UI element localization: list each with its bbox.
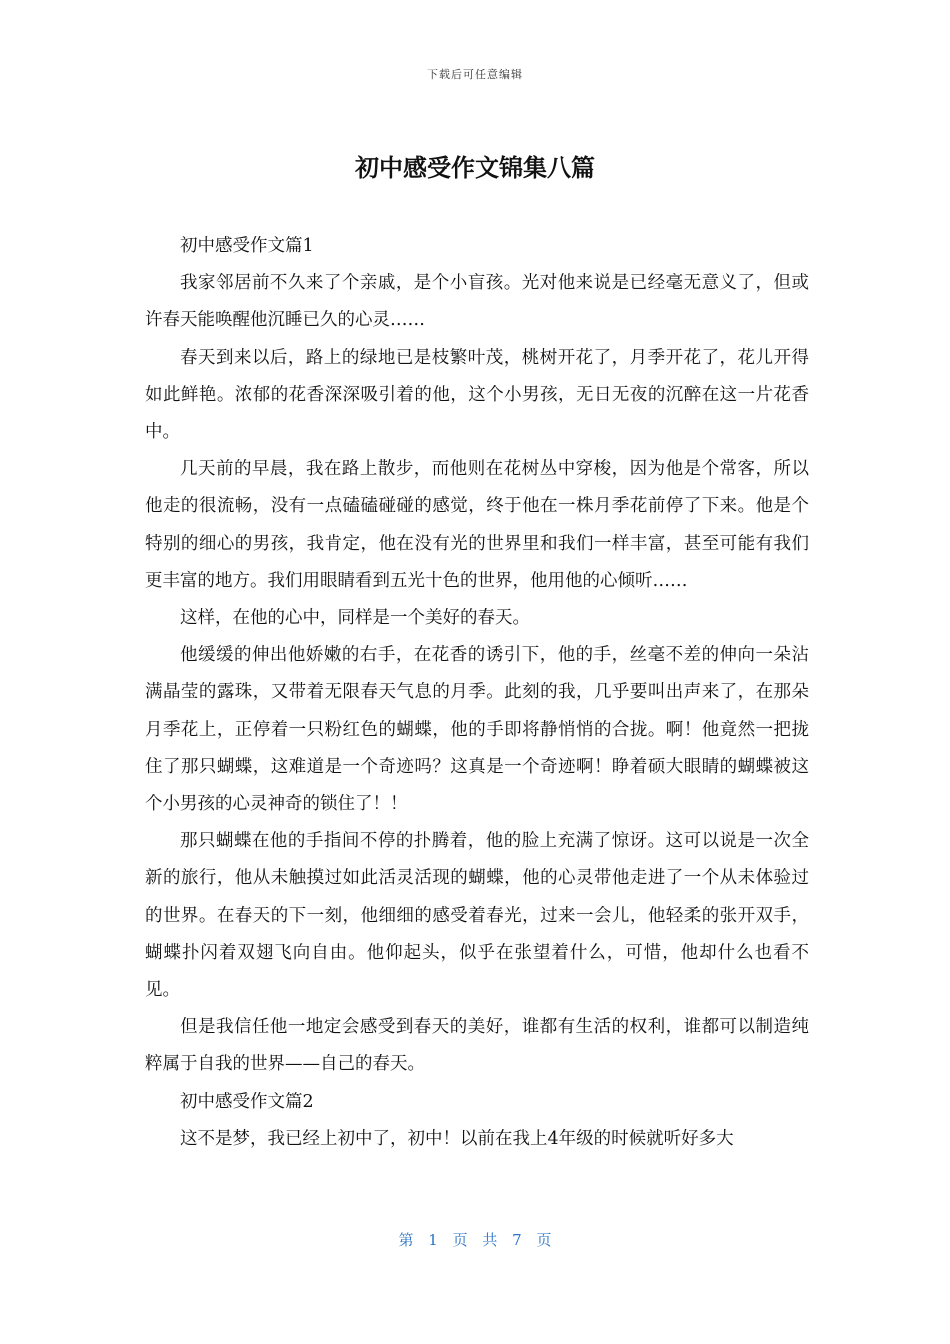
header-note: 下载后可任意编辑	[427, 68, 523, 81]
paragraph: 这样，在他的心中，同样是一个美好的春天。	[180, 608, 530, 629]
paragraph: 他缓缓的伸出他娇嫩的右手，在花香的诱引下，他的手，丝毫不差的伸向一朵沾满晶莹的露珠，又带着无限春天气息的月季。此刻的我，几乎要叫出声来了，在那朵月季花上，正停着一只粉红色的蝴蝶，他的手即将静悄悄的合拢。啊！他竟然一把拢住了那只蝴蝶，这难道是一个奇迹吗？这真是一个奇迹啊！睁着硕大眼睛的蝴蝶被这个小男孩的心灵神奇的锁住了！！	[145, 645, 809, 815]
paragraph: 但是我信任他一地定会感受到春天的美好，谁都有生活的权利，谁都可以制造纯粹属于自我的世界——自己的春天。	[145, 1017, 809, 1075]
section-heading-2: 初中感受作文篇2	[180, 1091, 314, 1112]
paragraph: 春天到来以后，路上的绿地已是枝繁叶茂，桃树开花了，月季开花了，花儿开得如此鲜艳。浓郁的花香深深吸引着的他，这个小男孩，无日无夜的沉醉在这一片花香中。	[145, 347, 809, 443]
paragraph: 几天前的早晨，我在路上散步，而他则在花树丛中穿梭，因为他是个常客，所以他走的很流畅，没有一点磕磕碰碰的感觉，终于他在一株月季花前停了下来。他是个特别的细心的男孩，我肯定，他在没有光的世界里和我们一样丰富，甚至可能有我们更丰富的地方。我们用眼睛看到五光十色的世界，他用他的心倾听……	[145, 459, 809, 591]
paragraph: 那只蝴蝶在他的手指间不停的扑腾着，他的脸上充满了惊讶。这可以说是一次全新的旅行，他从未触摸过如此活灵活现的蝴蝶，他的心灵带他走进了一个从未体验过的世界。在春天的下一刻，他细细的感受着春光，过来一会儿，他轻柔的张开双手，蝴蝶扑闪着双翅飞向自由。他仰起头，似乎在张望着什么，可惜，他却什么也看不见。	[145, 831, 809, 1001]
document-title: 初中感受作文锦集八篇	[355, 154, 595, 182]
section-heading-1: 初中感受作文篇1	[180, 236, 314, 256]
paragraph: 这不是梦，我已经上初中了，初中！以前在我上4年级的时候就听好多大	[180, 1128, 734, 1149]
document-body	[145, 228, 809, 1158]
page-number: 第 1 页 共 7 页	[398, 1231, 552, 1249]
paragraph: 我家邻居前不久来了个亲戚，是个小盲孩。光对他来说是已经毫无意义了，但或许春天能唤醒他沉睡已久的心灵……	[145, 273, 809, 331]
